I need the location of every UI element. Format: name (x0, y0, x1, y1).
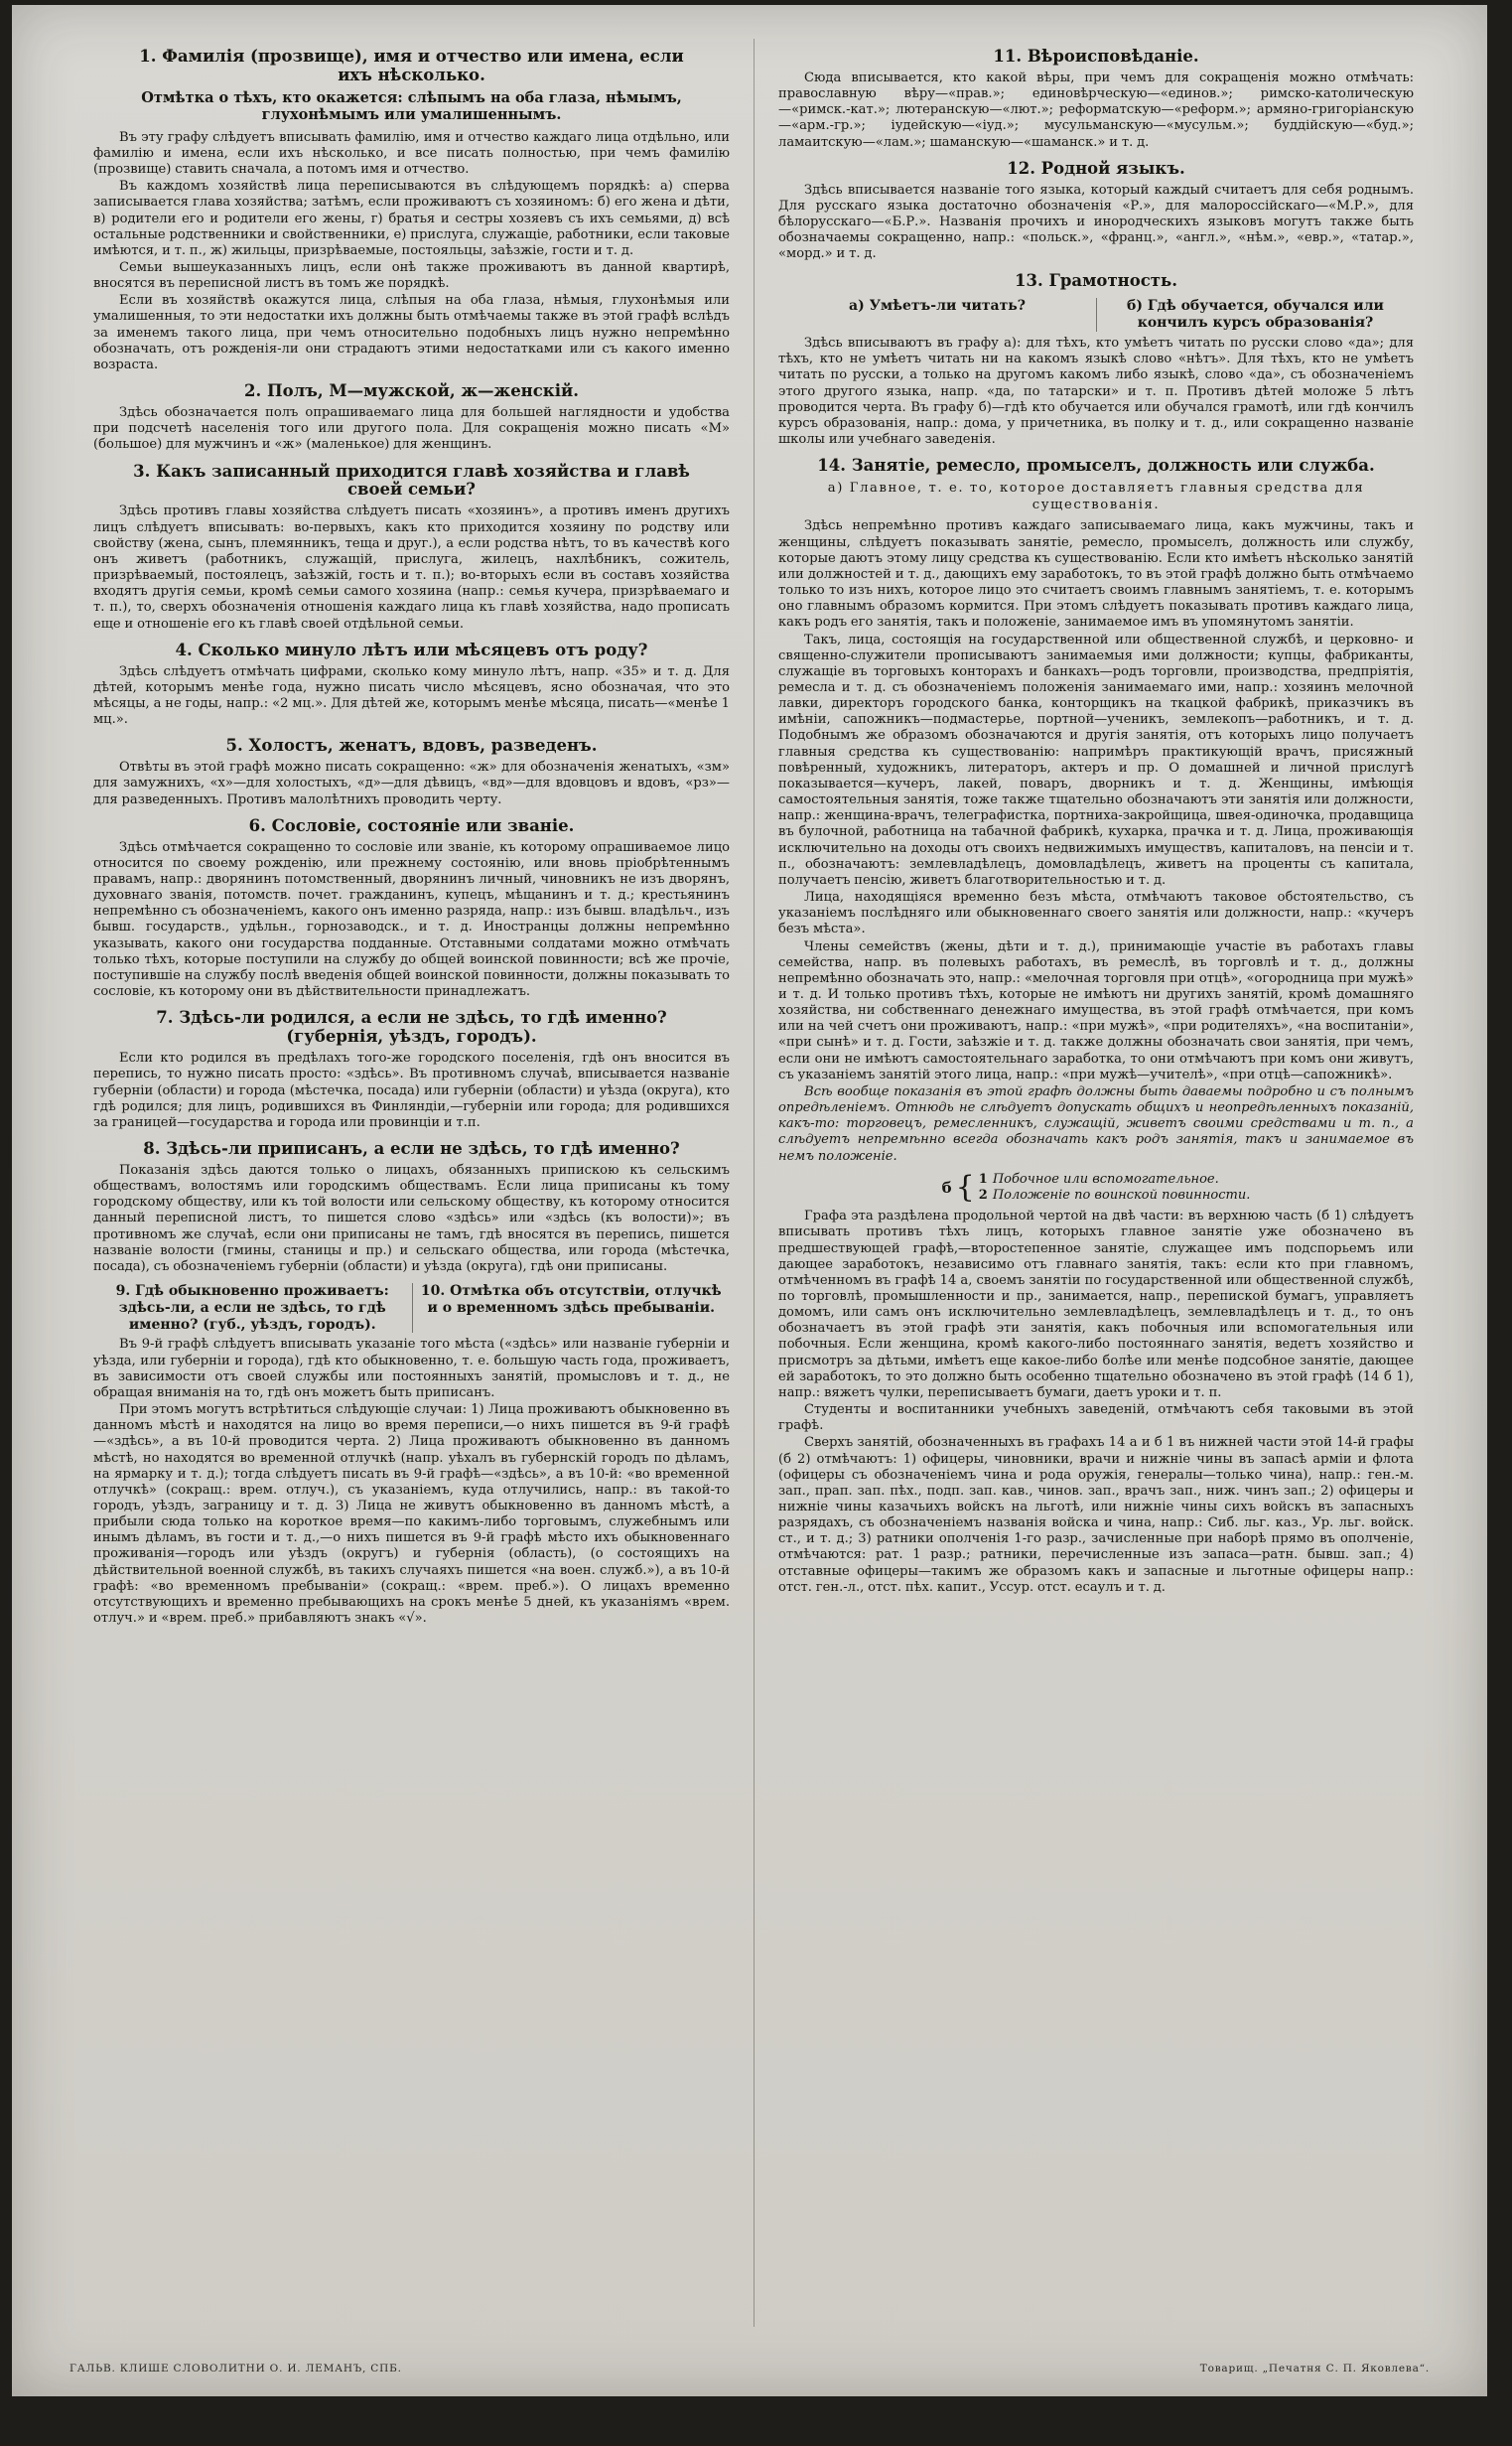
italic-paragraph: Всѣ вообще показанія въ этой графѣ должны быть даваемы подробно и съ полнымъ опредѣленіемъ. Отнюдь не слѣдуетъ допускать общихъ и неопредѣленныхъ показаній, какъ-то: торговецъ, ремесленникъ, служащій, живетъ своими средствами и т. п., а слѣдуетъ непремѣнно всегда обозначать какъ родъ занятія, такъ и занимаемое въ немъ положеніе. (778, 1083, 1414, 1164)
section-heading: 12. Родной языкъ. (1007, 158, 1185, 178)
imprint-left: ГАЛЬВ. КЛИШЕ СЛОВОЛИТНИ О. И. ЛЕМАНЪ, СПБ. (69, 2363, 402, 2374)
split-heading-right: б) Гдѣ обучается, обучался или кончилъ курсъ образованія? (1096, 298, 1414, 332)
paragraph: Если въ хозяйствѣ окажутся лица, слѣпыя на оба глаза, нѣмыя, глухонѣмыя или умалишенныя, то эти недостатки ихъ должны быть отмѣчаемы также въ этой графѣ вслѣдъ за именемъ такого лица, при чемъ относительно подобныхъ лицъ нужно непремѣнно обозначать, отъ рожденія-ли они страдаютъ этими недостатками или съ какого именно возраста. (93, 293, 730, 372)
section-heading: 1. Фамилія (прозвище), имя и отчество или имена, если ихъ нѣсколько. (139, 47, 684, 84)
paragraph: Въ каждомъ хозяйствѣ лица переписываются въ слѣдующемъ порядкѣ: а) сперва записывается глава хозяйства; затѣмъ, если проживаютъ съ хозяиномъ: б) его жена и дѣти, в) родители его и родители его жены, г) братья и сестры хозяевъ съ ихъ семьями, д) всѣ остальные родственники и свойственники, е) прислуга, служащіе, работники, если таковые имѣются, и т. п., ж) жильцы, призрѣваемые, постояльцы, заѣзжіе, гости и т. д. (93, 179, 730, 258)
paragraph: Члены семействъ (жены, дѣти и т. д.), принимающіе участіе въ работахъ главы семейства, напр. въ полевыхъ работахъ, въ ремеслѣ, въ торговлѣ и т. д., должны непремѣнно обозначать это, напр.: «мелочная торговля при отцѣ», «огородница при мужѣ» и т. д. И только противъ тѣхъ, которые не имѣютъ ни другихъ занятій, кромѣ домашняго хозяйства, ни собственнаго денежнаго имущества, въ этой графѣ отмѣчается, при комъ или на чей счетъ они проживаютъ, напр.: «при мужѣ», «при родителяхъ», «на воспитаніи», «при сынѣ» и т. д. Гости, заѣзжіе и т. д. также должны обозначать свои занятія, при чемъ, если они не имѣютъ самостоятельнаго заработка, то они отмѣчаютъ при комъ они живутъ, съ указаніемъ занятій этого лица, напр.: «при мужѣ—учителѣ», «при отцѣ—сапожникѣ». (778, 938, 1414, 1082)
paragraph: Здѣсь вписываютъ въ графу а): для тѣхъ, кто умѣетъ читать по русски слово «да»; для тѣхъ, кто не умѣетъ читать ни на какомъ языкѣ слово «нѣтъ». Для тѣхъ, кто не умѣетъ читать по русски, а только на другомъ какомъ либо языкѣ, слово «да», съ обозначеніемъ этого другого языка, напр. «да, по татарски» и т. п. Противъ дѣтей моложе 5 лѣтъ проводится черта. Въ графу б)—гдѣ кто обучается или обучался грамотѣ, или гдѣ кончилъ курсъ образованія, напр.: дома, у причетника, въ полку и т. д., или сокращенно названіе школы или учебнаго заведенія. (778, 336, 1414, 447)
paragraph: Въ 9-й графѣ слѣдуетъ вписывать указаніе того мѣста («здѣсь» или названіе губерніи и уѣзда, или губерніи и города), гдѣ кто обыкновенно, т. е. большую часть года, проживаетъ, въ зависимости отъ своей службы или постоянныхъ занятій, промысловъ и т. д., не обращая вниманія на то, гдѣ онъ можетъ быть приписанъ. (93, 1337, 730, 1400)
split-heading (778, 298, 1414, 332)
imprint-footer (69, 2363, 1430, 2374)
section-heading: 5. Холостъ, женатъ, вдовъ, разведенъ. (225, 736, 598, 756)
paragraph: Здѣсь слѣдуетъ отмѣчать цифрами, сколько кому минуло лѣтъ, напр. «35» и т. д. Для дѣтей, которымъ менѣе года, нужно писать число мѣсяцевъ, ясно обозначая, что это мѣсяцы, а не годы, напр.: «2 мц.». Для дѣтей же, которымъ менѣе мѣсяца, писать—«менѣе 1 мц.». (93, 663, 730, 728)
paragraph: Здѣсь противъ главы хозяйства слѣдуетъ писать «хозяинъ», а противъ именъ другихъ лицъ слѣдуетъ вписывать: во-первыхъ, какъ кто приходится хозяину по родству или свойству (жена, сынъ, племянникъ, теща и друг.), а если родства нѣтъ, то въ качествѣ кого онъ живетъ (работникъ, служащій, прислуга, жилецъ, нахлѣбникъ, сожитель, призрѣваемый, постоялецъ, заѣзжій, гость и т. п.); во-вторыхъ если въ составъ хозяйства входятъ другія семьи, кромѣ семьи самого хозяина (напр.: семья кучера, призрѣваемаго и т. п.), то, сверхъ обозначенія отношенія каждаго лица къ главѣ хозяйства, надо прописать еще и отношеніе его къ главѣ своей отдѣльной семьи. (93, 504, 730, 632)
brace-line-text: Побочное или вспомогательное. (992, 1171, 1219, 1187)
left-column (69, 39, 754, 2327)
section-heading: 13. Грамотность. (1015, 270, 1177, 290)
paragraph: Здѣсь обозначается полъ опрашиваемаго лица для большей наглядности и удобства при подсчетѣ населенія того или другого пола. Для сокращенія можно писать «М» (большое) для мужчинъ и «ж» (маленькое) для женщинъ. (93, 405, 730, 453)
brace-line-number: 1 (978, 1171, 988, 1187)
two-column-layout (69, 39, 1438, 2327)
section-heading: 4. Сколько минуло лѣтъ или мѣсяцевъ отъ роду? (175, 640, 648, 659)
sub-heading: Отмѣтка о тѣхъ, кто окажется: слѣпымъ на оба глаза, нѣмымъ, глухонѣмымъ или умалишеннымъ. (141, 88, 682, 124)
paragraph: При этомъ могутъ встрѣтиться слѣдующіе случаи: 1) Лица проживаютъ обыкновенно въ данномъ мѣстѣ и находятся на лицо во время переписи,—о нихъ пишется въ 9-й графѣ—«здѣсь», а въ 10-й проводится черта. 2) Лица проживаютъ обыкновенно въ данномъ мѣстѣ, но находятся во временной отлучкѣ (напр. уѣхалъ въ губернскій городъ по дѣламъ, на ярмарку и т. д.); тогда слѣдуетъ писать въ 9-й графѣ—«здѣсь», а въ 10-й: «во временной отлучкѣ» (сокращ.: врем. отлуч.), съ указаніемъ, куда отлучились, напр.: въ такой-то городъ, уѣздъ, заграницу и т. д. 3) Лица не живутъ обыкновенно въ данномъ мѣстѣ, а прибыли сюда только на короткое время—по какимъ-либо торговымъ, служебнымъ или инымъ дѣламъ, въ гости и т. д.,—о нихъ пишется въ 9-й графѣ мѣсто ихъ обыкновеннаго проживанія—городъ или уѣздъ (округъ) и губернія (область), (о состоящихъ на дѣйствительной военной службѣ, въ такихъ случаяхъ пишется «на воен. служб.»), а въ 10-й графѣ: «во временномъ пребываніи» (сокращ.: «врем. преб.»). О лицахъ временно отсутствующихъ и временно пребывающихъ на срокъ менѣе 5 дней, къ указаніямъ «врем. отлуч.» и «врем. преб.» прибавляютъ знакъ «√». (93, 1402, 730, 1627)
paragraph: Сюда вписывается, кто какой вѣры, при чемъ для сокращенія можно отмѣчать: православную вѣру—«прав.»; единовѣрческую—«единов.»; римско-католическую—«римск.-кат.»; лютеранскую—«лют.»; реформатскую—«реформ.»; армяно-григоріанскую—«арм.-гр.»; іудейскую—«іуд.»; мусульманскую—«мусульм.»; буддійскую—«буд.»; ламаитскую—«лам.»; шаманскую—«шаманск.» и т. д. (778, 70, 1414, 150)
right-column (754, 39, 1438, 2327)
brace-line-number: 2 (978, 1187, 988, 1203)
brace-letter: б (941, 1178, 952, 1197)
brace-line (979, 1172, 1251, 1188)
brace-lines (979, 1172, 1251, 1205)
paragraph: Семьи вышеуказанныхъ лицъ, если онѣ также проживаютъ въ данной квартирѣ, вносятся въ переписной листъ въ томъ же порядкѣ. (93, 259, 730, 292)
split-heading (93, 1283, 730, 1333)
spaced-heading: а) Главное, т. е. то, которое доставляетъ главныя средства для существованія. (827, 481, 1365, 513)
paragraph: Здѣсь непремѣнно противъ каждаго записываемаго лица, какъ мужчины, такъ и женщины, слѣдуетъ показывать занятіе, ремесло, промыселъ, должность или службу, которые даютъ этому лицу средства къ существованію. Если кто имѣетъ нѣсколько занятій или должностей и т. д., дающихъ ему заработокъ, то въ этой графѣ должно быть отмѣчаемо только то изъ нихъ, которое лицо это считаетъ своимъ главнымъ занятіемъ, т. е. которымъ оно главнымъ образомъ кормится. При этомъ слѣдуетъ показывать противъ каждаго лица, какъ родъ его занятія, такъ и положеніе, занимаемое имъ въ упомянутомъ занятіи. (778, 518, 1414, 631)
paragraph: Студенты и воспитанники учебныхъ заведеній, отмѣчаютъ себя таковыми въ этой графѣ. (778, 1402, 1414, 1434)
imprint-right: Товарищ. „Печатня С. П. Яковлева“. (1199, 2363, 1430, 2374)
paragraph: Сверхъ занятій, обозначенныхъ въ графахъ 14 а и б 1 въ нижней части этой 14-й графы (б 2) отмѣчаютъ: 1) офицеры, чиновники, врачи и нижніе чины въ запасѣ арміи и флота (офицеры съ обозначеніемъ чина и рода оружія, генералы—только чина), напр.: ген.-м. зап., прап. зап. пѣх., подп. зап. кав., чинов. зап., врачъ зап., ниж. чинъ зап.; 2) офицеры и нижніе чины казачьихъ войскъ на льготѣ, или нижніе чины сихъ войскъ въ запасныхъ разрядахъ, съ обозначеніемъ названія войска и чина, напр.: Сиб. льг. каз., Ур. льг. войск. ст., и т. д.; 3) ратники ополченія 1-го разр., зачисленные при наборѣ прямо въ ополченіе, отмѣчаются: рат. 1 разр.; ратники, перечисленные изъ запаса—ратн. бывш. зап.; 4) отставные офицеры—такимъ же образомъ какъ и запасные и льготные офицеры напр.: отст. ген.-л., отст. пѣх. капит., Уссур. отст. есаулъ и т. д. (778, 1435, 1414, 1595)
document-page (12, 5, 1487, 2396)
section-heading: 8. Здѣсь-ли приписанъ, а если не здѣсь, то гдѣ именно? (143, 1138, 680, 1158)
brace-line-text: Положеніе по воинской повинности. (992, 1187, 1251, 1203)
brace-line (979, 1188, 1251, 1204)
split-heading-right: 10. Отмѣтка объ отсутствіи, отлучкѣ и о временномъ здѣсь пребываніи. (412, 1283, 731, 1333)
paragraph: Въ эту графу слѣдуетъ вписывать фамилію, имя и отчество каждаго лица отдѣльно, или фамилію и имена, если ихъ нѣсколько, и все писать полностью, при чемъ фамилію (прозвище) ставить сначала, а потомъ имя и отчество. (93, 129, 730, 178)
section-heading: 7. Здѣсь-ли родился, а если не здѣсь, то гдѣ именно? (губернія, уѣздъ, городъ). (156, 1008, 667, 1047)
section-heading: 6. Сословіе, состояніе или званіе. (248, 815, 575, 835)
section-heading: 11. Вѣроисповѣданіе. (993, 47, 1199, 66)
paragraph: Показанія здѣсь даются только о лицахъ, обязанныхъ припискою къ сельскимъ обществамъ, волостямъ или городскимъ обществамъ. Если лица приписаны къ тому городскому обществу, или къ той волости или сельскому обществу, къ которому относится данный переписной листъ, то пишется слово «здѣсь» или «здѣсь (къ волости)»; въ противномъ же случаѣ, если они приписаны не тамъ, гдѣ вносятся въ перепись, пишется названіе волости (гмины, станицы и пр.) и сельскаго общества, или города (мѣстечка, посада), съ обозначеніемъ губерніи (области) и уѣзда (округа), гдѣ они приписаны. (93, 1162, 730, 1274)
split-heading-left: а) Умѣетъ-ли читать? (849, 298, 1026, 315)
paragraph: Отвѣты въ этой графѣ можно писать сокращенно: «ж» для обозначенія женатыхъ, «зм» для замужнихъ, «х»—для холостыхъ, «д»—для дѣвицъ, «вд»—для вдовцовъ и вдовъ, «рз»—для разведенныхъ. Противъ малолѣтнихъ проводить черту. (93, 760, 730, 807)
section-heading: 3. Какъ записанный приходится главѣ хозяйства и главѣ своей семьи? (133, 461, 690, 500)
paragraph: Здѣсь вписывается названіе того языка, который каждый считаетъ для себя роднымъ. Для русскаго языка достаточно обозначенія «Р.», для малороссійскаго—«М.Р.», для бѣлорусскаго—«Б.Р.». Названія прочихъ и инородческихъ языковъ могутъ также быть обозначаемы сокращенно, напр.: «польск.», «франц.», «англ.», «нѣм.», «евр.», «татар.», «морд.» и т. д. (778, 182, 1414, 262)
brace-glyph: { (955, 1170, 975, 1206)
section-heading: 2. Полъ, М—мужской, ж—женскій. (244, 381, 579, 401)
brace-subheading (778, 1172, 1414, 1205)
paragraph: Здѣсь отмѣчается сокращенно то сословіе или званіе, къ которому опрашиваемое лицо относится по своему рожденію, или прежнему состоянію, или вновь пріобрѣтеннымъ правамъ, напр.: дворянинъ потомственный, дворянинъ личный, чиновникъ не изъ дворянъ, духовнаго званія, потомств. почет. гражданинъ, купецъ, мѣщанинъ и т. д.; крестьянинъ непремѣнно съ обозначеніемъ, какого онъ именно разряда, напр.: изъ бывш. владѣльч., изъ бывш. государств., удѣльн., горнозаводск., и т. д. Иностранцы должны непремѣнно указывать, какого они государства подданные. Отставными солдатами можно отмѣчать только тѣхъ, которые поступили на службу до общей воинской повинности; всѣ же прочіе, поступившіе на службу послѣ введенія общей воинской повинности, должны показывать то сословіе, къ которому они въ дѣйствительности принадлежатъ. (93, 839, 730, 1000)
paragraph: Такъ, лица, состоящія на государственной или общественной службѣ, и церковно- и священно-служители прописываютъ занимаемыя ими должности; купцы, фабриканты, служащіе въ торговыхъ конторахъ и банкахъ—родъ торговли, производства, предпріятія, ремесла и т. д. съ обозначеніемъ положенія занимаемаго ими, напр.: хозяинъ мелочной лавки, директоръ городского банка, конторщикъ на ткацкой фабрикѣ, приказчикъ въ имѣніи, сапожникъ—подмастерье, портной—ученикъ, землекопъ—работникъ, и т. д. Подобнымъ же образомъ обозначаются и другія занятія, отъ которыхъ лицо получаетъ главныя средства къ существованію: напримѣръ практикующій врачъ, присяжный повѣренный, художникъ, литераторъ, актеръ и пр. О домашней и личной прислугѣ показывается—кучеръ, лакей, поваръ, дворникъ и т. д. Женщины, имѣющія самостоятельныя занятія, тоже также тщательно обозначаютъ эти занятія или должности, напр.: женщина-врачъ, телеграфистка, портниха-закройщица, швея-одиночка, продавщица въ булочной, работница на табачной фабрикѣ, кухарка, прачка и т. д. Лица, проживающія исключительно на доходы отъ своихъ недвижимыхъ имуществъ, капиталовъ, на пенсіи и т. п., обозначаютъ: землевладѣлецъ, домовладѣлецъ, живетъ на проценты съ капитала, получаетъ пенсію, живетъ благотворительностью и т. д. (778, 632, 1414, 888)
split-heading-left: 9. Гдѣ обыкновенно проживаетъ: здѣсь-ли, а если не здѣсь, то гдѣ именно? (губ., уѣздъ, городъ). (115, 1283, 389, 1333)
paragraph: Если кто родился въ предѣлахъ того-же городского поселенія, гдѣ онъ вносится въ перепись, то нужно писать просто: «здѣсь». Въ противномъ случаѣ, вписывается названіе губерніи (области) и города (мѣстечка, посада) или губерніи (области) и уѣзда (округа), кто гдѣ родился; для лицъ, родившихся въ Финляндіи,—губерніи или города; для родившихся за границей—государства и города или провинціи и т.п. (93, 1051, 730, 1130)
paragraph: Лица, находящіяся временно безъ мѣста, отмѣчаютъ таковое обстоятельство, съ указаніемъ послѣдняго или обыкновеннаго своего занятія или должности, напр.: «кучеръ безъ мѣста». (778, 890, 1414, 937)
section-heading: 14. Занятіе, ремесло, промыселъ, должность или служба. (817, 456, 1375, 476)
paragraph: Графа эта раздѣлена продольной чертой на двѣ части: въ верхнюю часть (б 1) слѣдуетъ вписывать противъ тѣхъ лицъ, которыхъ главное занятіе уже обозначено въ предшествующей графѣ,—второстепенное занятіе, служащее имъ подспорьемъ или дающее заработокъ, независимо отъ главнаго занятія, такъ: если кто при главномъ, отмѣченномъ въ графѣ 14 а, своемъ занятіи по государственной или общественной службѣ, по торговлѣ, промышленности и пр., занимается, напр., перепиской бумагъ, управляетъ домомъ, или самъ онъ исключительно землевладѣлецъ, землевладѣлецъ и т. д., то онъ обозначаетъ въ этой графѣ эти занятія, какъ побочныя или вспомогательныя или побочныя. Если женщина, кромѣ какого-либо постояннаго занятія, ведетъ хозяйство и присмотръ за дѣтьми, имѣетъ еще какое-либо болѣе или менѣе подсобное занятіе, дающее ей заработокъ, то это должно быть особенно тщательно обозначено въ этой графѣ (14 б 1), напр.: вяжетъ чулки, переписываетъ бумаги, даетъ уроки и т. п. (778, 1209, 1414, 1400)
